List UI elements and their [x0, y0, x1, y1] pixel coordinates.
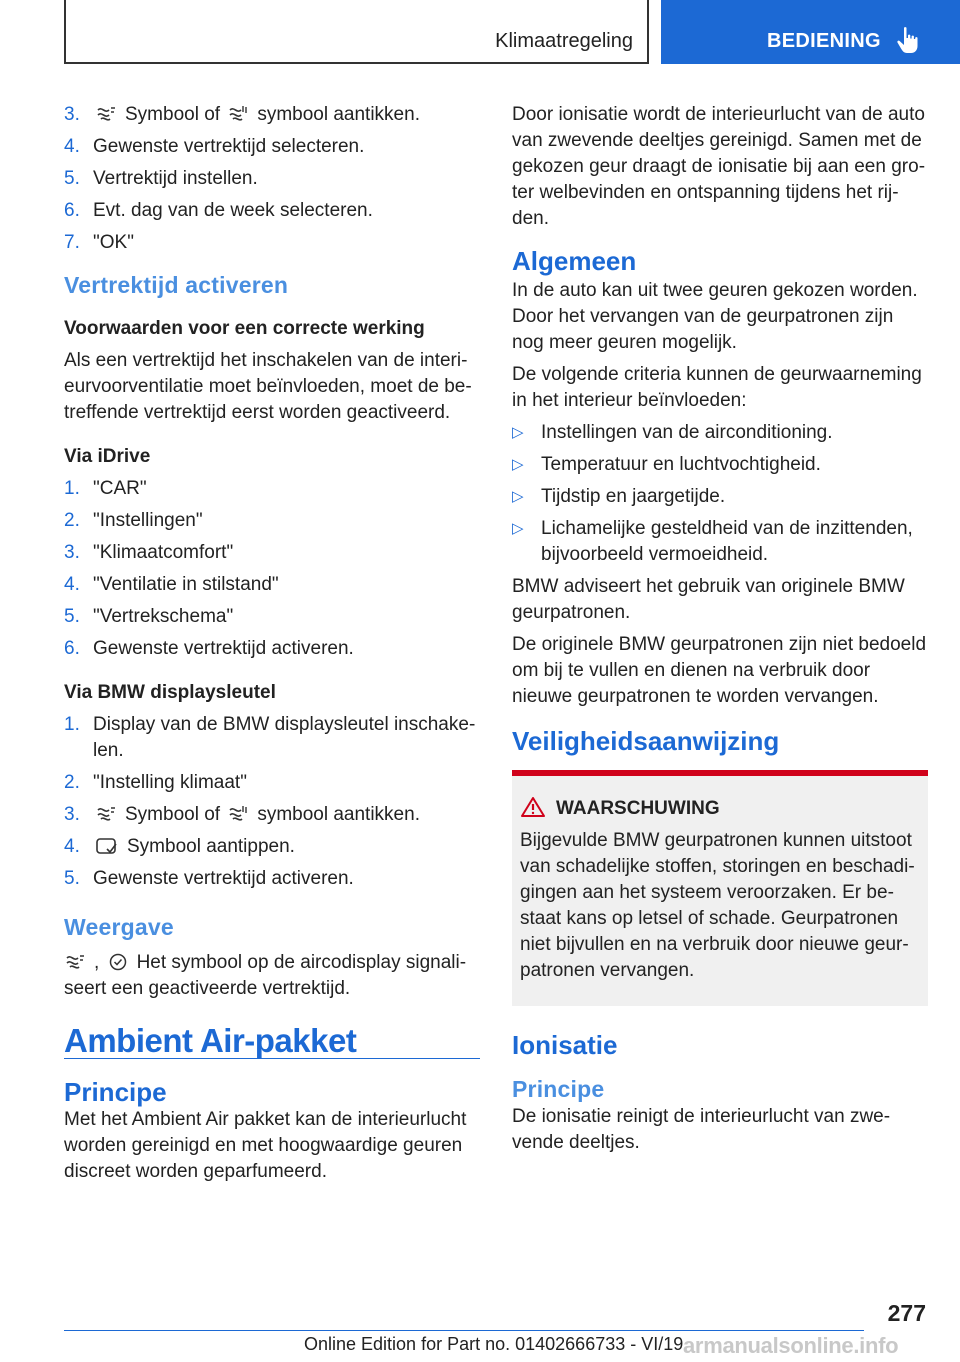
left-column [64, 102, 480, 1191]
conditions-text: Als een vertrektijd het inschakelen van de interieurvoorventilatie moet beïnvloeden, moet de betreffende vertrektijd eerst worden geactiveerd. [64, 350, 472, 423]
ventilation-fan-icon [95, 105, 117, 123]
list-item: 2. "Instelling klimaat" [64, 772, 247, 793]
list-item: ▷ Temperatuur en luchtvochtigheid. [512, 452, 928, 478]
warning-box [512, 770, 928, 1006]
header-chapter-box [64, 0, 649, 64]
criteria-list [512, 420, 928, 568]
page-number: 277 [887, 1300, 926, 1326]
ion-principle-text: De ionisatie reinigt de interieurlucht van zwevende deeltjes. [512, 1106, 891, 1153]
list-item: 6. Gewenste vertrektijd activeren. [64, 638, 354, 659]
general-p3: BMW adviseert het gebruik van originele BMW geurpatronen. [512, 576, 905, 623]
warning-text: Bijgevulde BMW geurpatronen kunnen uitstoot van schadelijke stoffen, storingen en beschadigingen aan het systeem veroorzaken. Er bestaat kans op letsel of schade. Geurpatronen niet bijvullen en na verbruik door nieuwe geurpatronen vervangen. [520, 830, 915, 981]
list-item: 1. Display van de BMW displaysleutel inschakelen. [64, 714, 476, 761]
list-item: ▷ Instellingen van de airconditioning. [512, 420, 928, 446]
list-item: 6. Evt. dag van de week selecteren. [64, 200, 373, 221]
general-p4: De originele BMW geurpatronen zijn niet bedoeld om bij te vullen en dienen na verbruik door nieuwe geurpatronen te worden vervangen. [512, 634, 927, 707]
list-item: 3. Symbool of symbool aantikken. [64, 804, 420, 825]
list-item: 3. "Klimaatcomfort" [64, 542, 234, 563]
idrive-steps-list [64, 476, 480, 662]
key-steps-list [64, 712, 480, 892]
list-item: 7. "OK" [64, 232, 134, 253]
chapter-title: Klimaatregeling [495, 30, 633, 52]
list-item: 2. "Instellingen" [64, 510, 203, 531]
triangle-bullet-icon: ▷ [512, 456, 524, 473]
ventilation-fan-icon [95, 805, 117, 823]
top-steps-list [64, 102, 480, 256]
list-item: 4. "Ventilatie in stilstand" [64, 574, 279, 595]
list-item: 5. Gewenste vertrektijd activeren. [64, 868, 354, 889]
intro-text: Door ionisatie wordt de interieurlucht van de auto van zwevende deeltjes gereinigd. Samen met de gekozen geur draagt de ionisatie bij aan een groter welbevinden en ontspanning tijdens het rijden. [512, 104, 926, 229]
idrive-heading: Via iDrive [64, 446, 151, 467]
right-column [512, 102, 928, 1162]
conditions-heading: Voorwaarden voor een correcte werking [64, 318, 425, 339]
warning-triangle-icon [520, 796, 546, 818]
ambient-heading-wrap [64, 1022, 480, 1059]
list-item: ▷ Tijdstip en jaargetijde. [512, 484, 928, 510]
list-item: ▷ Lichamelijke gesteldheid van de inzittenden, bijvoorbeeld vermoeidheid. [512, 518, 913, 565]
warning-header [520, 796, 920, 822]
ventilation-fan-icon [64, 953, 86, 971]
checkbox-icon [95, 837, 119, 855]
display-text-para: , Het symbool op de aircodisplay signaliseert een geactiveerde vertrektijd. [64, 952, 467, 999]
activate-heading: Vertrektijd activeren [64, 272, 289, 298]
header-section-tab[interactable] [661, 0, 960, 64]
display-heading: Weergave [64, 914, 174, 940]
edition-text: Online Edition for Part no. 01402666733 - VI/19 [304, 1334, 684, 1354]
clock-check-icon [107, 953, 129, 971]
list-item: 5. Vertrektijd instellen. [64, 168, 258, 189]
triangle-bullet-icon: ▷ [512, 424, 524, 441]
ion-principle-heading: Principe [512, 1076, 605, 1102]
principle-heading: Principe [64, 1077, 167, 1107]
principle-text: Met het Ambient Air pakket kan de interieurlucht worden gereinigd en met hoogwaardige geuren discreet worden geparfumeerd. [64, 1109, 467, 1182]
section-label: BEDIENING [767, 30, 881, 52]
key-heading: Via BMW displaysleutel [64, 682, 276, 703]
ventilation-fan-alt-icon [227, 105, 249, 123]
list-item: 5. "Vertrekschema" [64, 606, 234, 627]
list-item: 4. Gewenste vertrektijd selecteren. [64, 136, 365, 157]
general-heading: Algemeen [512, 246, 637, 276]
ambient-heading: Ambient Air-pakket [64, 1022, 357, 1059]
list-item: 3. Symbool of symbool aantikken. [64, 104, 420, 125]
general-p1: In de auto kan uit twee geuren gekozen worden. Door het vervangen van de geurpatronen zijn nog meer geuren mogelijk. [512, 280, 918, 353]
triangle-bullet-icon: ▷ [512, 488, 524, 505]
general-p2: De volgende criteria kunnen de geurwaarneming in het interieur beïnvloeden: [512, 364, 922, 411]
safety-heading: Veiligheidsaanwijzing [512, 726, 780, 756]
watermark: armanualsonline.info [683, 1333, 899, 1358]
list-item: 4. Symbool aantippen. [64, 836, 295, 857]
list-item: 1. "CAR" [64, 478, 147, 499]
ionisation-heading: Ionisatie [512, 1030, 618, 1060]
triangle-bullet-icon: ▷ [512, 520, 524, 537]
warning-title: WAARSCHUWING [556, 798, 720, 819]
pointing-hand-icon [895, 26, 921, 54]
ventilation-fan-alt-icon [227, 805, 249, 823]
